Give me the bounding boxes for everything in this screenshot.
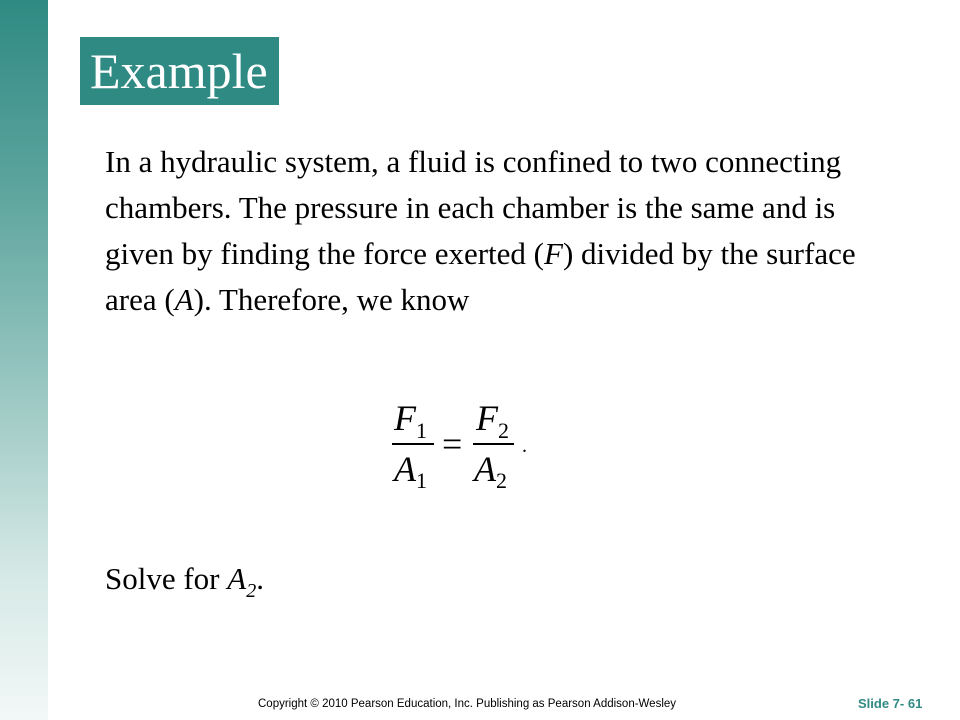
equation-period: .	[522, 435, 527, 457]
equals-sign: =	[442, 424, 463, 464]
body-paragraph	[105, 139, 865, 323]
solve-suffix: .	[256, 561, 264, 596]
right-denominator-subscript: 2	[496, 468, 507, 493]
right-numerator-variable: F	[476, 398, 498, 438]
solve-prefix: Solve for	[105, 561, 228, 596]
body-text-part-3: ). Therefore, we know	[193, 282, 470, 317]
left-numerator-subscript: 1	[416, 418, 427, 443]
side-gradient-bar	[0, 0, 48, 720]
footer-copyright: Copyright © 2010 Pearson Education, Inc. Publishing as Pearson Addison-Wesley	[258, 698, 677, 710]
right-numerator-subscript: 2	[498, 418, 509, 443]
body-text-part-2: ) divided by the surface area (	[105, 236, 856, 317]
solve-variable: A	[227, 561, 247, 596]
slide-title: Example	[90, 43, 268, 99]
left-denominator-variable: A	[394, 449, 416, 489]
area-variable: A	[174, 282, 194, 317]
left-numerator-variable: F	[394, 398, 416, 438]
right-denominator-variable: A	[474, 449, 496, 489]
solve-instruction	[105, 556, 264, 606]
left-denominator-subscript: 1	[416, 468, 427, 493]
slide-number: Slide 7- 61	[858, 696, 923, 711]
body-text-part-1: In a hydraulic system, a fluid is confined to two connecting chambers. The pressure in each chamber is the same and is given by finding the force exerted (	[105, 144, 842, 271]
pressure-equation	[388, 390, 548, 500]
force-variable: F	[544, 236, 563, 271]
title-box	[80, 37, 279, 105]
solve-subscript: 2	[246, 580, 257, 602]
